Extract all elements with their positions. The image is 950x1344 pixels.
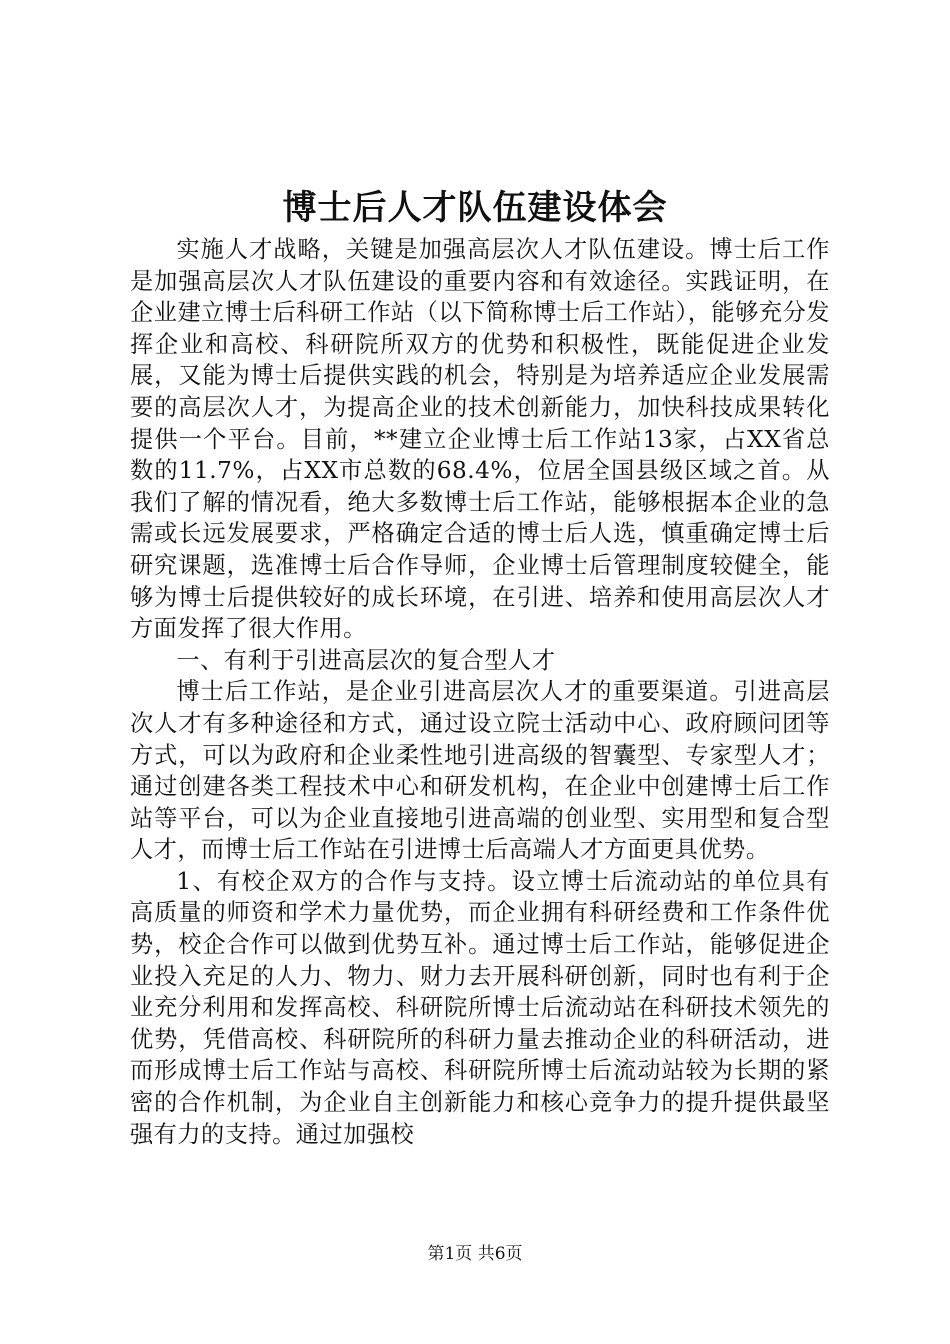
- section-heading-1: 一、有利于引进高层次的复合型人才: [176, 646, 556, 674]
- document-title: 博士后人才队伍建设体会: [282, 188, 668, 228]
- paragraph-point-1: 1、有校企双方的合作与支持。设立博士后流动站的单位具有高质量的师资和学术力量优势，而企业拥有科研经费和工作条件优势，校企合作可以做到优势互补。通过博士后工作站，能够促进企业投入充足的人力、物力、财力去开展科研创新，同时也有利于企业充分利用和发挥高校、科研院所博士后流动站在科研技术领先的优势，凭借高校、科研院所的科研力量去推动企业的科研活动，进而形成博士后工作站与高校、科研院所博士后流动站较为长期的紧密的合作机制，为企业自主创新能力和核心竞争力的提升提供最坚强有力的支持。通过加强校: [130, 867, 830, 1148]
- paragraph-section-1: 博士后工作站，是企业引进高层次人才的重要渠道。引进高层次人才有多种途径和方式，通过设立院士活动中心、政府顾问团等方式，可以为政府和企业柔性地引进高级的智囊型、专家型人才；通过创建各类工程技术中心和研发机构，在企业中创建博士后工作站等平台，可以为企业直接地引进高端的创业型、实用型和复合型人才，而博士后工作站在引进博士后高端人才方面更具优势。: [130, 678, 830, 864]
- paragraph-intro: 实施人才战略，关键是加强高层次人才队伍建设。博士后工作是加强高层次人才队伍建设的重要内容和有效途径。实践证明，在企业建立博士后科研工作站（以下简称博士后工作站），能够充分发挥企业和高校、科研院所双方的优势和积极性，既能促进企业发展，又能为博士后提供实践的机会，特别是为培养适应企业发展需要的高层次人才，为提高企业的技术创新能力，加快科技成果转化提供一个平台。目前，**建立企业博士后工作站13家，占XX省总数的11.7%，占XX市总数的68.4%，位居全国县级区域之首。从我们了解的情况看，绝大多数博士后工作站，能够根据本企业的急需或长远发展要求，严格确定合适的博士后人选，慎重确定博士后研究课题，选准博士后合作导师，企业博士后管理制度较健全，能够为博士后提供较好的成长环境，在引进、培养和使用高层次人才方面发挥了很大作用。: [130, 236, 830, 643]
- page-footer: 第1页 共6页: [427, 1244, 523, 1264]
- document-body: [130, 234, 830, 1150]
